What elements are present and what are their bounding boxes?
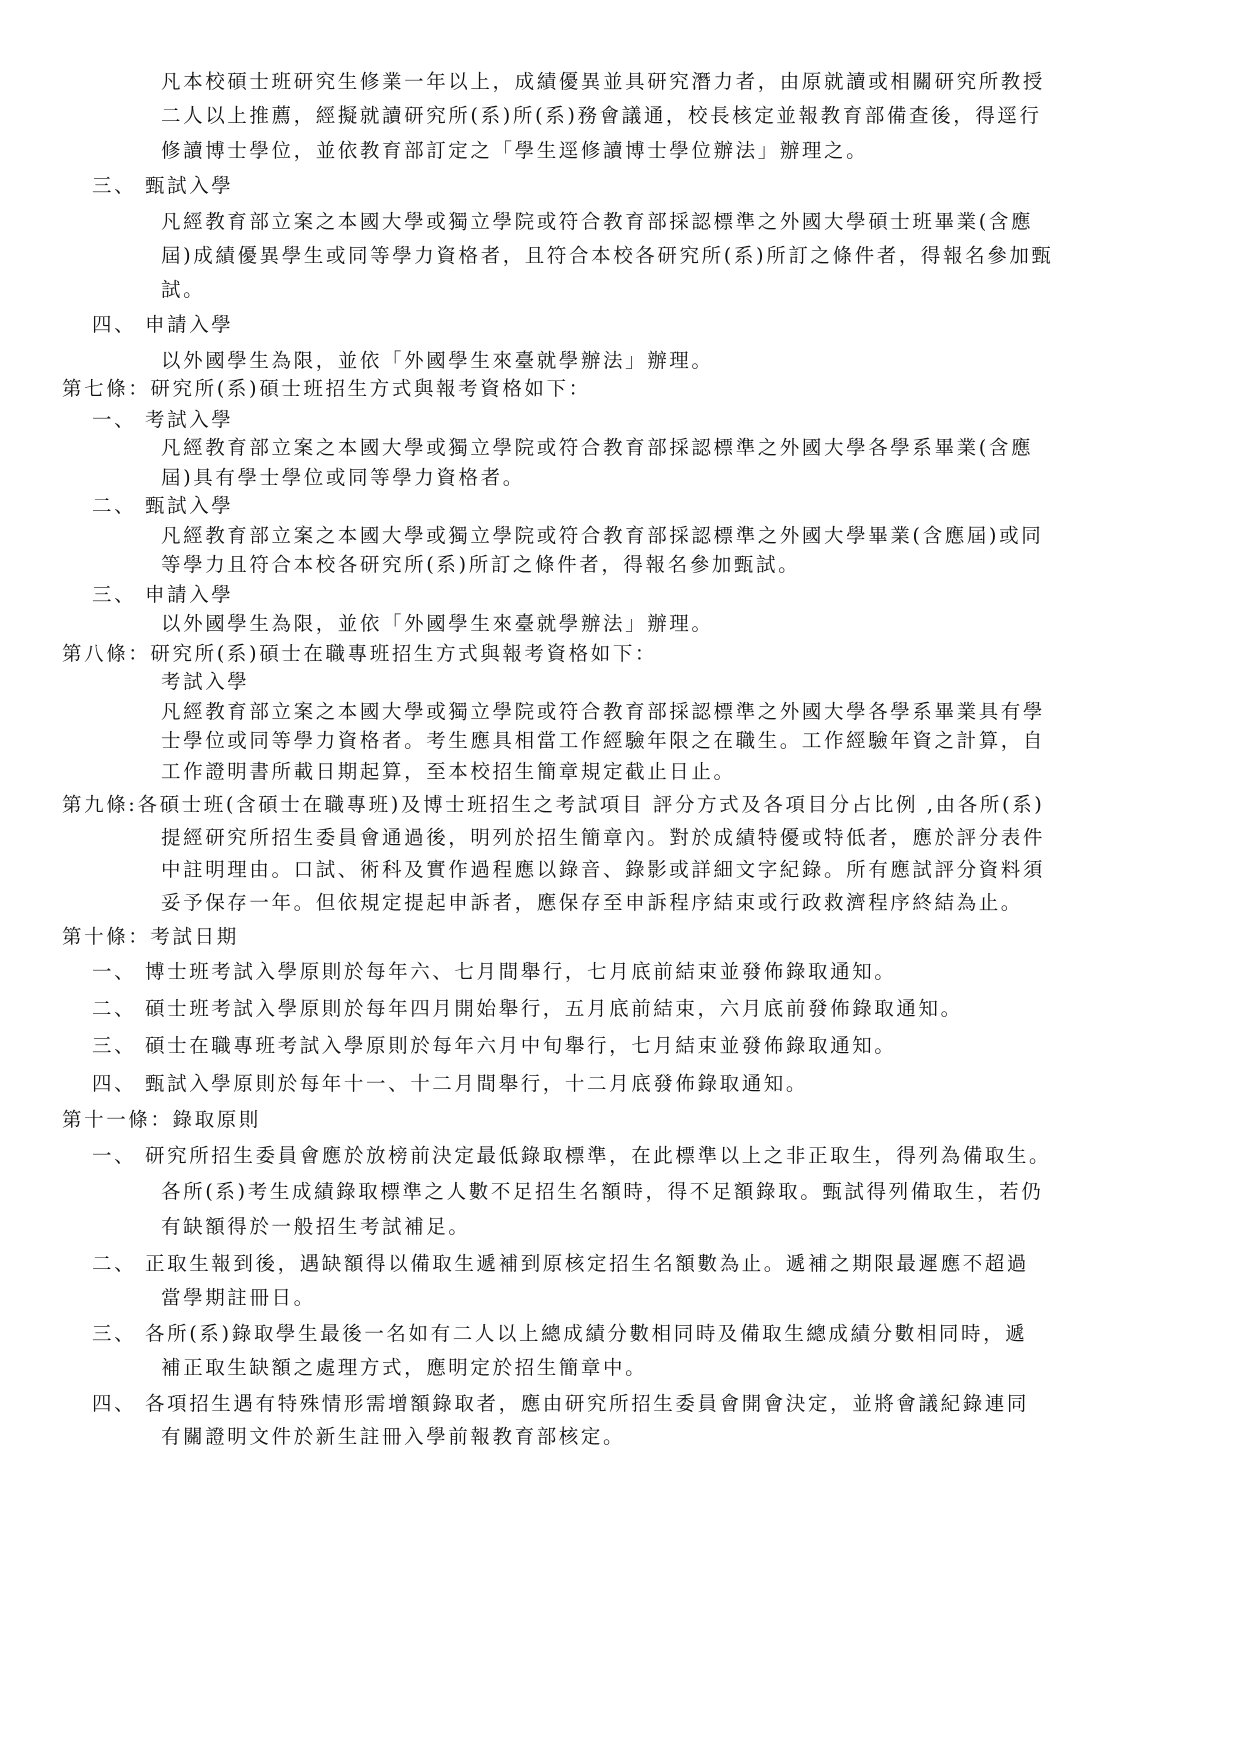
text-line: 二人以上推薦，經擬就讀研究所(系)所(系)務會議通，校長核定並報教育部備查後，得逕行: [161, 104, 1042, 127]
text-line: 第九條:各碩士班(含碩士在職專班)及博士班招生之考試項目 評分方式及各項目分占比例 ,由各所(系): [62, 793, 1045, 816]
text-line: 有關證明文件於新生註冊入學前報教育部核定。: [161, 1425, 626, 1448]
text-line: 當學期註冊日。: [161, 1286, 316, 1309]
text-line: 妥予保存一年。但依規定提起申訴者，應保存至申訴程序結束或行政救濟程序終結為止。: [161, 891, 1023, 914]
text-line: 一、 博士班考試入學原則於每年六、七月間舉行，七月底前結束並發佈錄取通知。: [92, 960, 897, 983]
text-line: 工作證明書所載日期起算，至本校招生簡章規定截止日止。: [161, 760, 736, 783]
text-line: 第七條：研究所(系)碩士班招生方式與報考資格如下：: [62, 377, 591, 400]
text-line: 中註明理由。口試、術科及實作過程應以錄音、錄影或詳細文字紀錄。所有應試評分資料須: [161, 858, 1046, 881]
text-line: 有缺額得於一般招生考試補足。: [161, 1215, 471, 1238]
text-line: 凡本校碩士班研究生修業一年以上，成績優異並具研究潛力者，由原就讀或相關研究所教授: [161, 70, 1046, 93]
text-line: 試。: [161, 278, 206, 301]
text-line: 三、 申請入學: [92, 583, 234, 606]
text-line: 以外國學生為限，並依「外國學生來臺就學辦法」辦理。: [161, 349, 714, 372]
text-line: 提經研究所招生委員會通過後，明列於招生簡章內。對於成績特優或特低者，應於評分表件: [161, 826, 1046, 849]
text-line: 凡經教育部立案之本國大學或獨立學院或符合教育部採認標準之外國大學各學系畢業(含應: [161, 436, 1034, 459]
text-line: 凡經教育部立案之本國大學或獨立學院或符合教育部採認標準之外國大學畢業(含應屆)或同: [161, 524, 1044, 547]
text-line: 修讀博士學位，並依教育部訂定之「學生逕修讀博士學位辦法」辦理之。: [161, 139, 869, 162]
text-line: 四、 申請入學: [92, 313, 234, 336]
text-line: 屆)具有學士學位或同等學力資格者。: [161, 466, 525, 489]
text-line: 二、 甄試入學: [92, 494, 234, 517]
text-line: 一、 考試入學: [92, 408, 234, 431]
text-line: 考試入學: [161, 670, 250, 693]
text-line: 第十一條：錄取原則: [62, 1108, 261, 1131]
text-line: 補正取生缺額之處理方式，應明定於招生簡章中。: [161, 1356, 648, 1379]
text-line: 士學位或同等學力資格者。考生應具相當工作經驗年限之在職生。工作經驗年資之計算，自: [161, 729, 1046, 752]
text-line: 三、 各所(系)錄取學生最後一名如有二人以上總成績分數相同時及備取生總成績分數相同時，遞: [92, 1322, 1028, 1345]
text-line: 凡經教育部立案之本國大學或獨立學院或符合教育部採認標準之外國大學碩士班畢業(含應: [161, 210, 1034, 233]
text-line: 第十條：考試日期: [62, 925, 239, 948]
text-line: 三、 碩士在職專班考試入學原則於每年六月中旬舉行，七月結束並發佈錄取通知。: [92, 1034, 897, 1057]
text-line: 四、 甄試入學原則於每年十一、十二月間舉行，十二月底發佈錄取通知。: [92, 1072, 808, 1095]
text-line: 第八條：研究所(系)碩士在職專班招生方式與報考資格如下：: [62, 642, 658, 665]
text-line: 一、 研究所招生委員會應於放榜前決定最低錄取標準，在此標準以上之非正取生，得列為備取生。: [92, 1144, 1052, 1167]
text-line: 凡經教育部立案之本國大學或獨立學院或符合教育部採認標準之外國大學各學系畢業具有學: [161, 700, 1046, 723]
text-line: 二、 正取生報到後，遇缺額得以備取生遞補到原核定招生名額數為止。遞補之期限最遲應不超過: [92, 1252, 1029, 1275]
text-line: 四、 各項招生遇有特殊情形需增額錄取者，應由研究所招生委員會開會決定，並將會議紀錄連同: [92, 1392, 1029, 1415]
text-line: 以外國學生為限，並依「外國學生來臺就學辦法」辦理。: [161, 612, 714, 635]
text-line: 各所(系)考生成績錄取標準之人數不足招生名額時，得不足額錄取。甄試得列備取生，若仍: [161, 1180, 1044, 1203]
text-line: 二、 碩士班考試入學原則於每年四月開始舉行，五月底前結束，六月底前發佈錄取通知。: [92, 997, 963, 1020]
text-line: 屆)成績優異學生或同等學力資格者，且符合本校各研究所(系)所訂之條件者，得報名參加甄: [161, 244, 1054, 267]
text-line: 等學力且符合本校各研究所(系)所訂之條件者，得報名參加甄試。: [161, 553, 801, 576]
text-line: 三、 甄試入學: [92, 174, 234, 197]
